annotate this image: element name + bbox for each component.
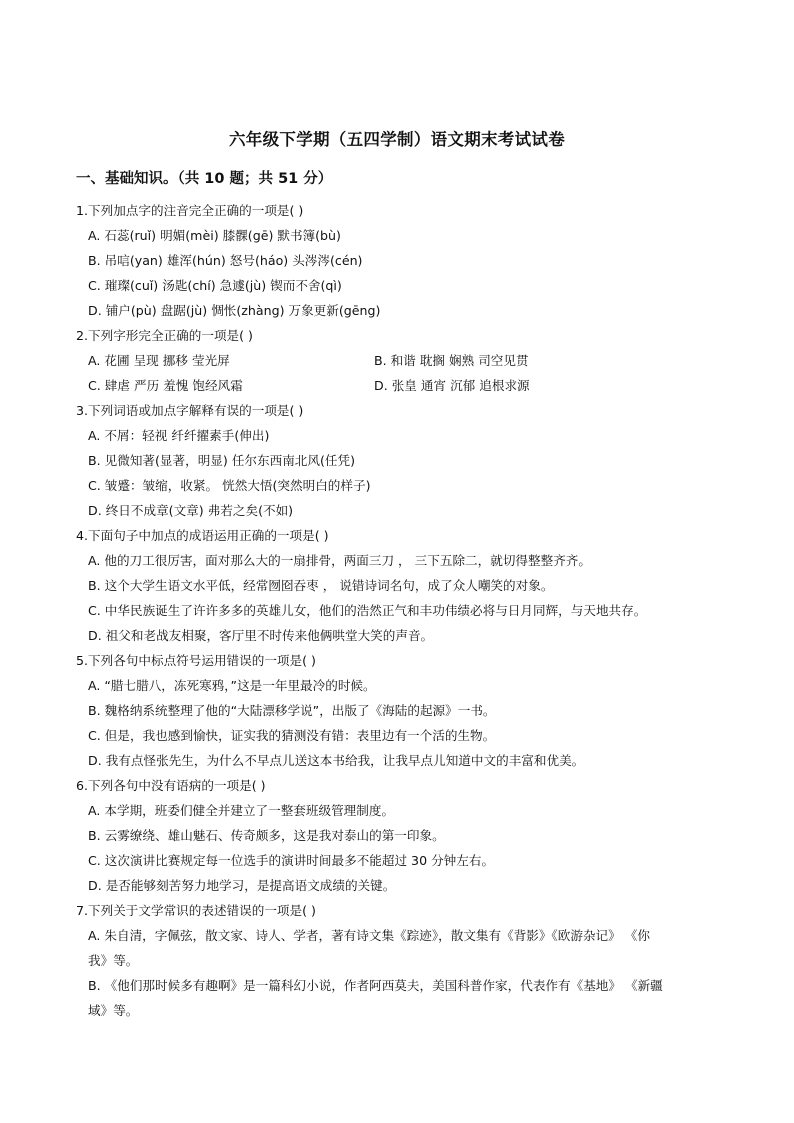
option-7b-continued: 域》等。 xyxy=(88,1003,139,1018)
option-4b: B. 这个大学生语文水平低，经常囫囵吞枣 ， 说错诗词名句，成了众人嘲笑的对象。 xyxy=(88,578,554,593)
section-heading: 一、基础知识。（共 10 题；共 51 分） xyxy=(76,171,333,187)
option-1b: B. 吊唁(yan) 雄浑(hún) 怒号(háo) 头涔涔(cén) xyxy=(88,253,363,268)
question-stem-3: 3.下列词语或加点字解释有误的一项是( ) xyxy=(76,403,304,418)
option-2b: B. 和谐 耽搁 娴熟 司空见贯 xyxy=(374,353,529,368)
question-stem-6: 6.下列各句中没有语病的一项是( ) xyxy=(76,778,266,793)
option-1a: A. 石蕊(ruǐ) 明媚(mèi) 膝髁(gē) 默书簿(bù) xyxy=(88,228,341,243)
option-6a: A. 本学期，班委们健全并建立了一整套班级管理制度。 xyxy=(88,803,395,818)
option-2d: D. 张皇 通宵 沉郁 追根求源 xyxy=(374,378,530,393)
question-stem-1: 1.下列加点字的注音完全正确的一项是( ) xyxy=(76,203,304,218)
option-4c: C. 中华民族诞生了许许多多的英雄儿女，他们的浩然正气和丰功伟绩必将与日月同辉，与天地共存。 xyxy=(88,603,647,618)
question-stem-7: 7.下列关于文学常识的表述错误的一项是( ) xyxy=(76,903,316,918)
question-stem-4: 4.下面句子中加点的成语运用正确的一项是( ) xyxy=(76,528,329,543)
question-stem-2: 2.下列字形完全正确的一项是( ) xyxy=(76,328,253,343)
option-1d: D. 铺户(pù) 盘踞(jù) 惆怅(zhàng) 万象更新(gēng) xyxy=(88,303,381,318)
option-3c: C. 皱蹙：皱缩，收紧。 恍然大悟(突然明白的样子) xyxy=(88,478,371,493)
option-7a: A. 朱自清，字佩弦，散文家、诗人、学者，著有诗文集《踪迹》，散文集有《背影》《欧游杂记》 《你 xyxy=(88,928,650,943)
option-6c: C. 这次演讲比赛规定每一位选手的演讲时间最多不能超过 30 分钟左右。 xyxy=(88,853,495,868)
option-2a: A. 花圃 呈现 挪移 莹光屏 xyxy=(88,353,230,368)
option-5b: B. 魏格纳系统整理了他的“大陆漂移学说”，出版了《海陆的起源》一书。 xyxy=(88,703,496,718)
option-1c: C. 璀璨(cuǐ) 汤匙(chí) 急遽(jù) 锲而不舍(qì) xyxy=(88,278,342,293)
option-3a: A. 不屑：轻视 纤纤擢素手(伸出) xyxy=(88,428,270,443)
option-7b: B. 《他们那时候多有趣啊》是一篇科幻小说，作者阿西莫夫，美国科普作家，代表作有《基地》 《新疆 xyxy=(88,978,663,993)
option-5c: C. 但是，我也感到愉快，证实我的猜测没有错：表里边有一个活的生物。 xyxy=(88,728,496,743)
option-3d: D. 终日不成章(文章) 弗若之矣(不如) xyxy=(88,503,294,518)
option-4d: D. 祖父和老战友相聚，客厅里不时传来他俩哄堂大笑的声音。 xyxy=(88,628,434,643)
option-6b: B. 云雾缭绕、雄山魅石、传奇颇多，这是我对泰山的第一印象。 xyxy=(88,828,445,843)
option-6d: D. 是否能够刻苦努力地学习，是提高语文成绩的关键。 xyxy=(88,878,396,893)
question-stem-5: 5.下列各句中标点符号运用错误的一项是( ) xyxy=(76,653,316,668)
option-3b: B. 见微知著(显著，明显) 任尔东西南北风(任凭) xyxy=(88,453,355,468)
option-5a: A. “腊七腊八，冻死寒鸦，”这是一年里最冷的时候。 xyxy=(88,678,376,693)
option-7a-continued: 我》等。 xyxy=(88,953,139,968)
option-4a: A. 他的刀工很厉害，面对那么大的一扇排骨，两面三刀 ， 三下五除二，就切得整整齐齐。 xyxy=(88,553,591,568)
option-5d: D. 我有点怪张先生，为什么不早点儿送这本书给我，让我早点儿知道中文的丰富和优美。 xyxy=(88,753,585,768)
page-title: 六年级下学期（五四学制）语文期末考试试卷 xyxy=(229,130,565,149)
option-2c: C. 肆虐 严历 羞愧 饱经风霜 xyxy=(88,378,243,393)
